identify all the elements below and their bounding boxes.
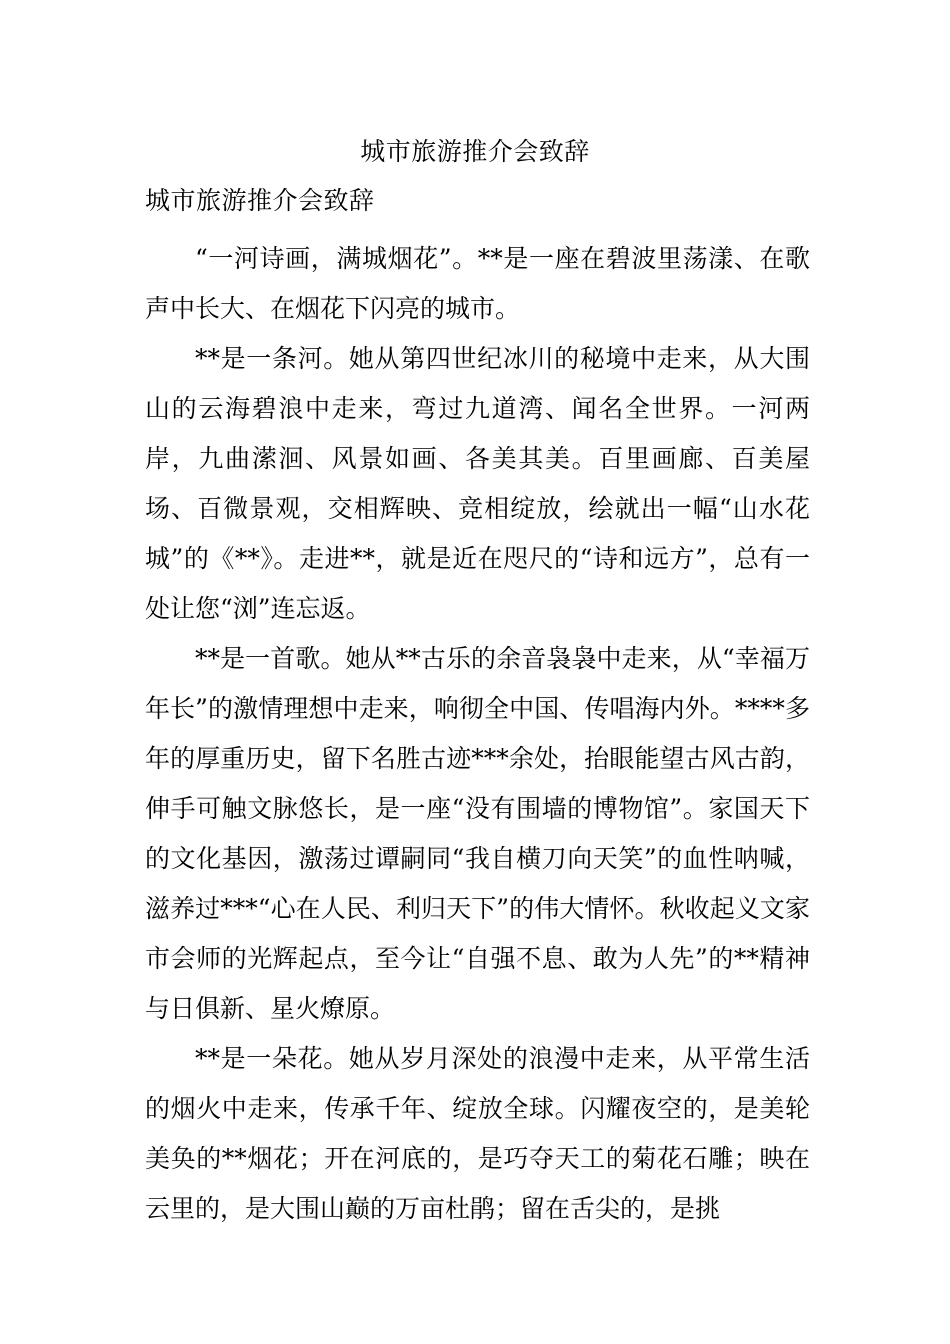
paragraph-intro: “一河诗画，满城烟花”。**是一座在碧波里荡漾、在歌声中长大、在烟花下闪亮的城市。 [145,244,810,323]
document-subtitle: 城市旅游推介会致辞 [145,186,375,215]
paragraph-river: **是一条河。她从第四世纪冰川的秘境中走来，从大围山的云海碧浪中走来，弯过九道湾、闻名全世界。一河两岸，九曲潆洄、风景如画、各美其美。百里画廊、百美屋场、百微景观，交相辉映、竞相绽放，绘就出一幅“山水花城”的《**》。走进**，就是近在咫尺的“诗和远方”，总有一处让您“浏”连忘返。 [145,344,810,623]
document-title: 城市旅游推介会致辞 [360,137,590,166]
document-body [145,234,810,1234]
paragraph-flower: **是一朵花。她从岁月深处的浪漫中走来，从平常生活的烟火中走来，传承千年、绽放全球。闪耀夜空的，是美轮美奂的**烟花；开在河底的，是巧夺天工的菊花石雕；映在云里的，是大围山巅的万亩杜鹃；留在舌尖的，是挑 [145,1044,810,1223]
paragraph-song: **是一首歌。她从**古乐的余音袅袅中走来，从“幸福万年长”的激情理想中走来，响彻全中国、传唱海内外。****多年的厚重历史，留下名胜古迹***余处，抬眼能望古风古韵，伸手可触文脉悠长，是一座“没有围墙的博物馆”。家国天下的文化基因，激荡过谭嗣同“我自横刀向天笑”的血性呐喊，滋养过***“心在人民、利归天下”的伟大情怀。秋收起义文家市会师的光辉起点，至今让“自强不息、敢为人先”的**精神与日俱新、星火燎原。 [145,644,810,1023]
